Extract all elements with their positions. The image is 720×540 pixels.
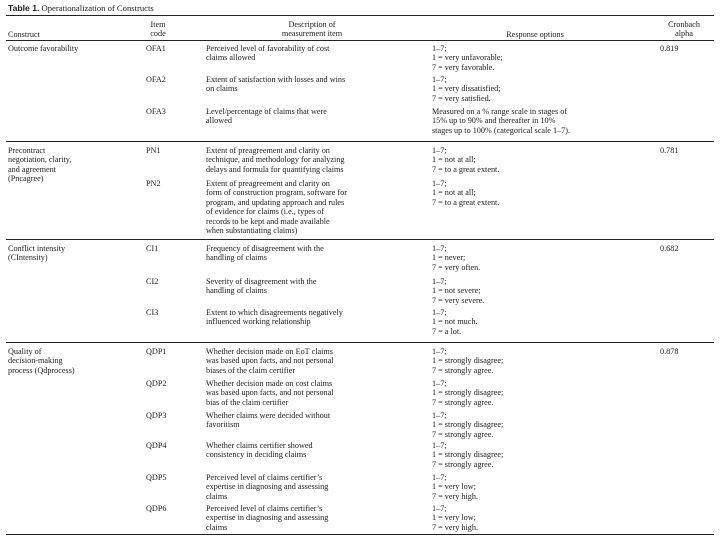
item-code: CI2: [146, 277, 159, 286]
item-code: PN2: [146, 179, 161, 188]
item-code: PN1: [146, 146, 161, 155]
header-item-code: Item code: [150, 20, 166, 38]
group-divider: [6, 239, 714, 240]
response-options: 1–7; 1 = very dissatisfied; 7 = very satisfied.: [432, 75, 501, 103]
construct-label: Conflict intensity (CIntensity): [8, 244, 66, 263]
cronbach-alpha-value: 0.878: [660, 347, 679, 356]
header-cronbach-alpha: Cronbach alpha: [668, 20, 700, 38]
response-options: 1–7; 1 = not severe; 7 = very severe.: [432, 277, 485, 305]
response-options: 1–7; 1 = not much. 7 = a lot.: [432, 308, 478, 336]
item-code: CI1: [146, 244, 159, 253]
item-description: Perceived level of claims certifier’s expertise in diagnosing and assessing claims: [206, 473, 329, 501]
item-description: Level/percentage of claims that were allowed: [206, 107, 327, 126]
header-construct: Construct: [8, 30, 40, 39]
response-options: 1–7; 1 = strongly disagree; 7 = strongly agree.: [432, 379, 504, 407]
item-description: Extent of satisfaction with losses and wins on claims: [206, 75, 346, 94]
response-options: 1–7; 1 = never; 7 = very often.: [432, 244, 481, 272]
item-description: Whether claims certifier showed consistency in deciding claims: [206, 441, 313, 460]
item-code: QDP6: [146, 504, 167, 513]
item-description: Extent to which disagreements negatively influenced working relationship: [206, 308, 343, 327]
construct-label: Precontract negotiation, clarity, and agreement (Pncagree): [8, 146, 72, 184]
item-description: Perceived level of claims certifier’s expertise in diagnosing and assessing claims: [206, 504, 329, 532]
item-description: Extent of preagreement and clarity on form of construction program, software for program, and updating approach and rules of evidence for claims (i.e., types of records to be kept and made available when substantiating claims): [206, 179, 347, 236]
response-options: 1–7; 1 = very low; 7 = very high.: [432, 473, 479, 501]
item-description: Perceived level of favorability of cost claims allowed: [206, 44, 330, 63]
cronbach-alpha-value: 0.682: [660, 244, 679, 253]
item-code: QDP1: [146, 347, 167, 356]
bottom-rule: [6, 534, 714, 535]
item-description: Severity of disagreement with the handling of claims: [206, 277, 317, 296]
response-options: 1–7; 1 = strongly disagree; 7 = strongly agree.: [432, 347, 504, 375]
response-options: 1–7; 1 = very unfavorable; 7 = very favorable.: [432, 44, 503, 72]
header-description: Description of measurement item: [281, 20, 343, 38]
item-description: Extent of preagreement and clarity on technique, and methodology for analyzing delays and formula for quantifying claims: [206, 146, 345, 174]
group-divider: [6, 342, 714, 343]
response-options: 1–7; 1 = not at all; 7 = to a great extent.: [432, 179, 500, 207]
item-code: QDP2: [146, 379, 167, 388]
cronbach-alpha-value: 0.781: [660, 146, 679, 155]
response-options: 1–7; 1 = very low; 7 = very high.: [432, 504, 479, 532]
table-caption: [8, 3, 154, 13]
construct-label: Outcome favorability: [8, 44, 79, 53]
cronbach-alpha-value: 0.819: [660, 44, 679, 53]
item-code: CI3: [146, 308, 159, 317]
response-options: 1–7; 1 = strongly disagree; 7 = strongly agree.: [432, 441, 504, 469]
table-title: Operationalization of Constructs: [41, 3, 154, 13]
construct-label: Quality of decision-making process (Qdprocess): [8, 347, 75, 375]
header-rule: [6, 40, 714, 41]
item-code: QDP5: [146, 473, 167, 482]
item-description: Whether claims were decided without favoritism: [206, 411, 331, 430]
header-response-options: Response options: [506, 30, 564, 39]
item-code: OFA1: [146, 44, 166, 53]
item-code: QDP3: [146, 411, 167, 420]
item-code: OFA3: [146, 107, 166, 116]
top-rule: [6, 15, 714, 16]
item-description: Whether decision made on cost claims was based upon facts, and not personal bias of the claim certifier: [206, 379, 334, 407]
item-description: Frequency of disagreement with the handling of claims: [206, 244, 324, 263]
item-description: Whether decision made on EoT claims was based upon facts, and not personal biases of the claim certifier: [206, 347, 334, 375]
response-options: 1–7; 1 = strongly disagree; 7 = strongly agree.: [432, 411, 504, 439]
item-code: OFA2: [146, 75, 166, 84]
response-options: 1–7; 1 = not at all; 7 = to a great extent.: [432, 146, 500, 174]
item-code: QDP4: [146, 441, 167, 450]
group-divider: [6, 141, 714, 142]
response-options: Measured on a % range scale in stages of 15% up to 90% and thereafter in 10% stages up to 100% (categorical scale 1–7).: [432, 107, 571, 135]
table-label: Table 1.: [8, 3, 40, 13]
